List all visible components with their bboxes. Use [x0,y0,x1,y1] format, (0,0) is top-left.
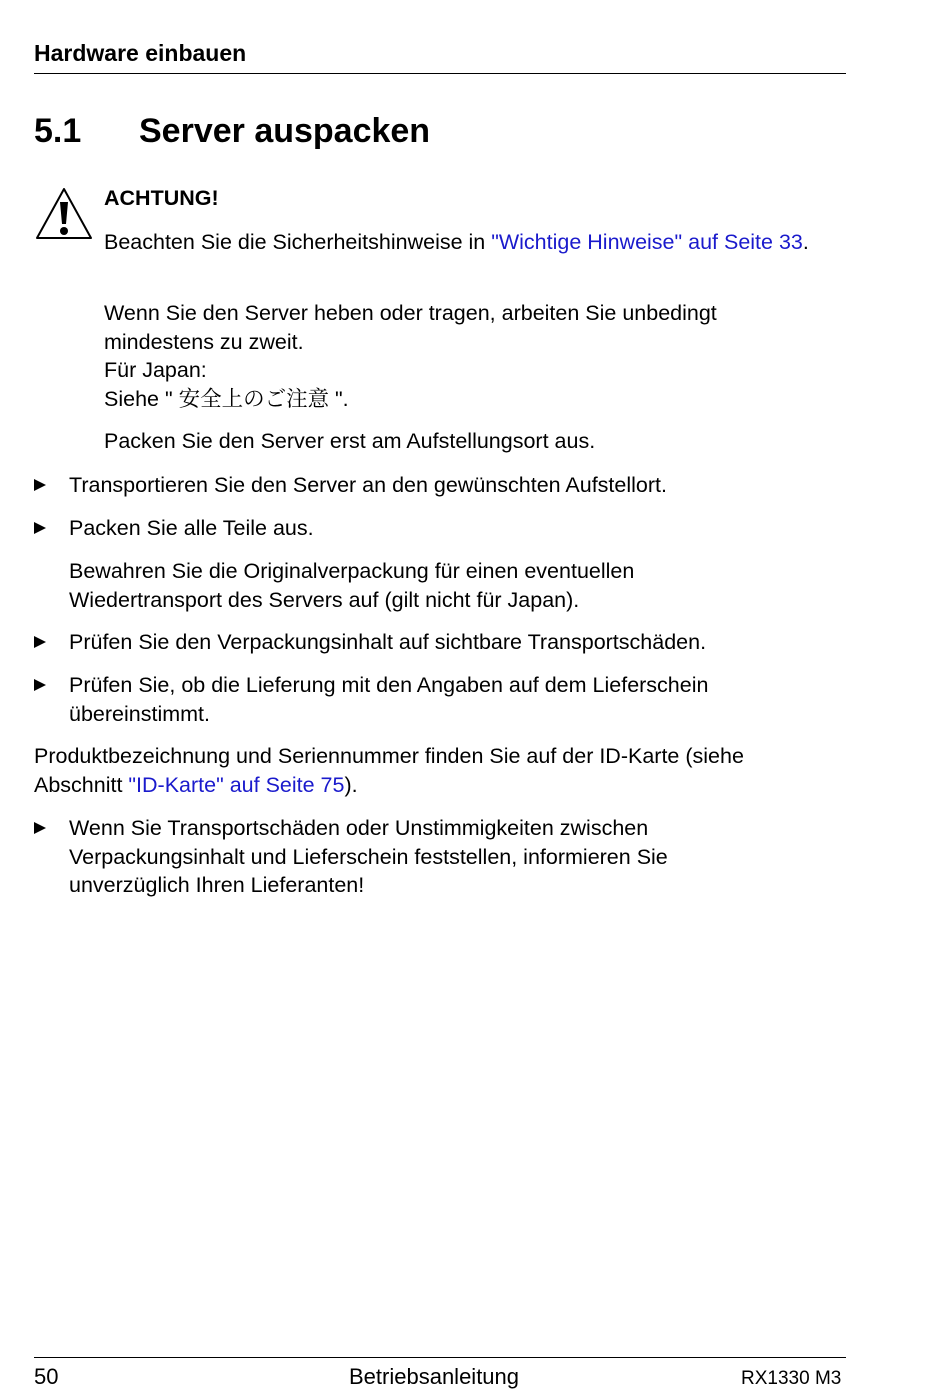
link-id-karte[interactable]: "ID-Karte" auf Seite 75 [128,772,345,797]
bullet-arrow-icon [34,822,46,834]
japan-reference: Siehe " 安全上のご注意 ". [104,386,349,411]
info-paragraph [34,742,824,799]
warning-heading: ACHTUNG! [104,186,219,210]
section-number: 5.1 [34,112,82,150]
step-check-delivery: Prüfen Sie, ob die Lieferung mit den Angaben auf dem Lieferschein übereinstimmt. [69,673,709,726]
footer-product-name: RX1330 M3 [741,1368,842,1389]
warning-paragraph-unpack: Packen Sie den Server erst am Aufstellungsort aus. [104,429,596,453]
warning-text: Beachten Sie die Sicherheitshinweise in [104,230,492,254]
footer-divider [34,1357,846,1358]
section-title: Server auspacken [139,112,431,150]
japan-label: Für Japan: [104,358,207,382]
bullet-arrow-icon [34,679,46,691]
lifting-text: Wenn Sie den Server heben oder tragen, arbeiten Sie unbedingt mindestens zu zweit. [104,301,717,354]
step-report-damage: Wenn Sie Transportschäden oder Unstimmigkeiten zwischen Verpackungsinhalt und Lieferschein feststellen, informieren Sie unverzüglich Ihren Lieferanten! [69,816,668,897]
step-transport: Transportieren Sie den Server an den gewünschten Aufstellort. [69,473,667,497]
bullet-arrow-icon [34,636,46,648]
step-check-damage: Prüfen Sie den Verpackungsinhalt auf sichtbare Transportschäden. [69,630,707,654]
warning-text-end: . [802,230,809,254]
running-header: Hardware einbauen [34,40,846,74]
warning-paragraph-lifting [104,299,824,413]
warning-triangle-icon [34,186,94,242]
page-number: 50 [34,1364,59,1389]
step-unpack-note: Bewahren Sie die Originalverpackung für einen eventuellen Wiedertransport des Servers auf (gilt nicht für Japan). [69,559,635,612]
warning-paragraph-safety [104,228,824,257]
step-unpack: Packen Sie alle Teile aus. [69,516,314,540]
bullet-arrow-icon [34,479,46,491]
section-heading [34,112,430,151]
bullet-arrow-icon [34,522,46,534]
footer-document-title: Betriebsanleitung [349,1364,520,1389]
link-wichtige-hinweise[interactable]: "Wichtige Hinweise" auf Seite 33 [491,230,803,254]
info-text: Produktbezeichnung und Seriennummer finden Sie auf der ID-Karte (siehe Abschnitt [34,744,744,797]
info-text-end: ). [344,772,358,797]
